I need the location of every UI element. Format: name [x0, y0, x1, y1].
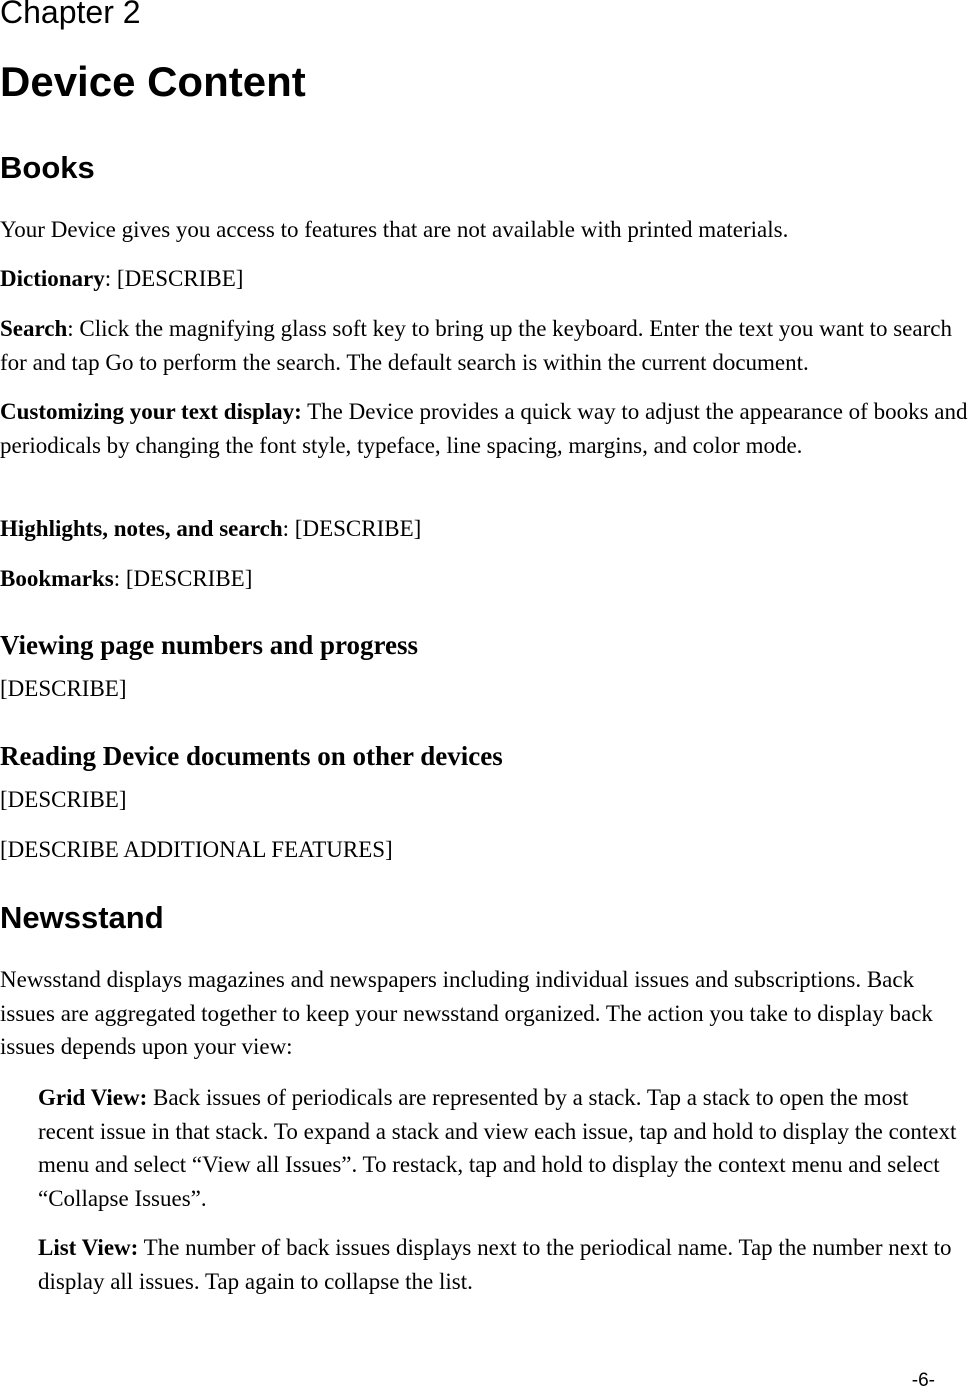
additional-features-text: [DESCRIBE ADDITIONAL FEATURES]	[0, 837, 393, 862]
bookmarks-paragraph	[0, 562, 969, 596]
viewing-text: [DESCRIBE]	[0, 676, 127, 701]
bookmarks-term: Bookmarks	[0, 566, 114, 591]
chapter-label: Chapter 2	[0, 0, 141, 30]
highlights-paragraph	[0, 512, 969, 546]
grid-view-paragraph	[38, 1081, 969, 1215]
search-text: : Click the magnifying glass soft key to bring up the keyboard. Enter the text you want to search for and tap Go to perform the search. The default search is within the current document.	[0, 316, 952, 375]
books-heading: Books	[0, 150, 95, 185]
customizing-term: Customizing your text display:	[0, 399, 302, 424]
search-term: Search	[0, 316, 68, 341]
viewing-heading: Viewing page numbers and progress	[0, 630, 419, 660]
grid-view-text: Back issues of periodicals are represented by a stack. Tap a stack to open the most recent issue in that stack. To expand a stack and view each issue, tap and hold to display the context menu and select “View all Issues”. To restack, tap and hold to display the context menu and select “Collapse Issues”.	[38, 1085, 957, 1211]
dictionary-text: : [DESCRIBE]	[104, 266, 244, 291]
bookmarks-text: : [DESCRIBE]	[113, 566, 253, 591]
list-view-text: The number of back issues displays next to the periodical name. Tap the number next to display all issues. Tap again to collapse the list.	[38, 1235, 952, 1294]
page-title: Device Content	[0, 58, 306, 105]
highlights-text: : [DESCRIBE]	[282, 516, 422, 541]
reading-heading: Reading Device documents on other devices	[0, 741, 503, 771]
list-view-paragraph	[38, 1231, 969, 1298]
newsstand-heading: Newsstand	[0, 900, 164, 935]
customizing-paragraph	[0, 395, 969, 462]
books-intro: Your Device gives you access to features that are not available with printed materials.	[0, 217, 789, 242]
dictionary-term: Dictionary	[0, 266, 105, 291]
list-view-term: List View:	[38, 1235, 139, 1260]
newsstand-intro: Newsstand displays magazines and newspapers including individual issues and subscriptions. Back issues are aggregated together to keep your newsstand organized. The action you take to display back issues depends upon your view:	[0, 967, 933, 1059]
grid-view-term: Grid View:	[38, 1085, 148, 1110]
customizing-text: The Device provides a quick way to adjust the appearance of books and periodicals by changing the font style, typeface, line spacing, margins, and color mode.	[0, 399, 968, 458]
highlights-term: Highlights, notes, and search	[0, 516, 283, 541]
page-number: -6-	[911, 1370, 935, 1391]
dictionary-paragraph	[0, 262, 969, 296]
search-paragraph	[0, 312, 969, 379]
reading-text: [DESCRIBE]	[0, 787, 127, 812]
